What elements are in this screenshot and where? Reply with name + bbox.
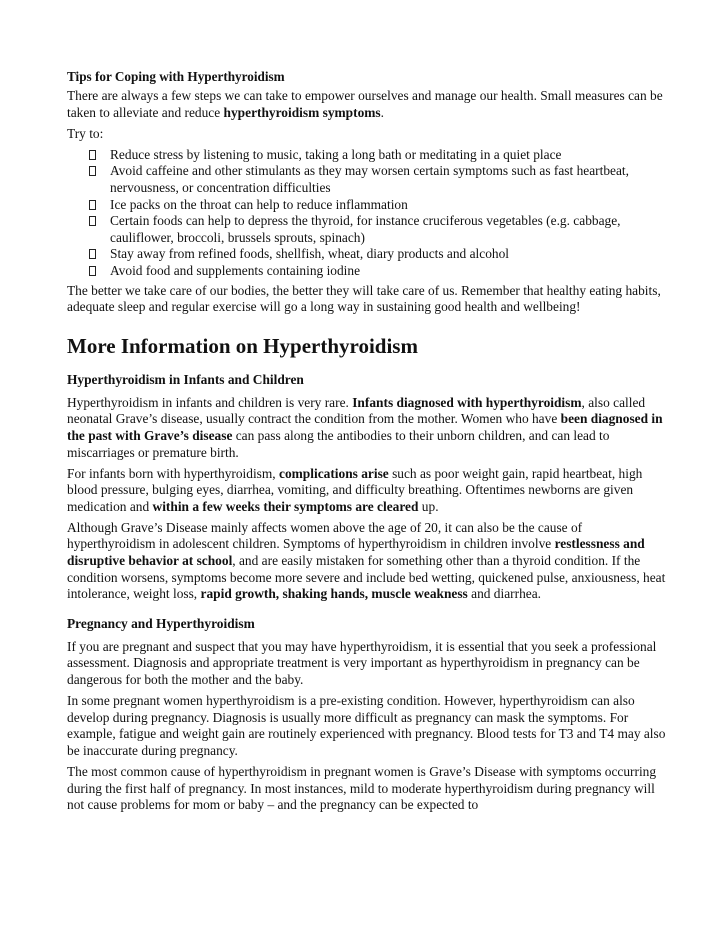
- text-run: such as poor weight gain, rapid heartbeat, high blood pressure, bulging eyes, diarrhea, vomiting, and difficulty breathing. Oftentimes newborns are given medication and: [67, 465, 643, 514]
- tips-list-item: [89, 197, 667, 214]
- pregnancy-paragraph-3: The most common cause of hyperthyroidism in pregnant women is Grave’s Disease with symptoms occurring during the first half of pregnancy. In most instances, mild to moderate hyperthyroidism during pregnancy will not cause problems for mom or baby – and the pregnancy can be expected to: [67, 764, 657, 813]
- tips-list-item: [89, 263, 667, 280]
- tips-item-text: Stay away from refined foods, shellfish, wheat, diary products and alcohol: [110, 246, 510, 262]
- text-run: , also called neonatal Grave’s disease, usually contract the condition from the mother. Women who have: [67, 394, 646, 427]
- tips-closing: The better we take care of our bodies, the better they will take care of us. Remember that healthy eating habits, adequate sleep and regular exercise will go a long way in sustaining good health and wellbeing!: [67, 282, 661, 315]
- bullet-box-icon: [89, 150, 96, 160]
- more-info-heading: More Information on Hyperthyroidism: [67, 333, 418, 358]
- emphasis-run: Infants diagnosed with hyperthyroidism: [352, 394, 582, 410]
- infants-paragraph-1: [67, 395, 667, 461]
- tips-item-text: Certain foods can help to depress the thyroid, for instance cruciferous vegetables (e.g. cabbage, cauliflower, broccoli, brussels sprouts, spinach): [110, 213, 621, 245]
- tips-list-item: [89, 213, 667, 246]
- emphasis-run: complications arise: [279, 465, 389, 481]
- text-run: can pass along the antibodies to their unborn children, and can lead to miscarriages or premature birth.: [67, 427, 610, 460]
- bullet-box-icon: [89, 266, 96, 276]
- tips-list-item: [89, 246, 667, 263]
- document-page: [67, 62, 667, 818]
- tips-list-item: [89, 163, 667, 196]
- emphasis-run: rapid growth, shaking hands, muscle weakness: [200, 586, 468, 602]
- tips-item-text: Reduce stress by listening to music, taking a long bath or meditating in a quiet place: [110, 146, 562, 162]
- tips-intro-emphasis: hyperthyroidism symptoms: [223, 104, 381, 120]
- text-run: and diarrhea.: [467, 586, 542, 602]
- bullet-box-icon: [89, 249, 96, 259]
- text-run: Although Grave’s Disease mainly affects women above the age of 20, it can also be the cause of hyperthyroidism in adolescent children. Symptoms of hyperthyroidism in children involve: [67, 519, 583, 552]
- pregnancy-paragraph-2: In some pregnant women hyperthyroidism is a pre-existing condition. However, hyperthyroidism can also develop during pregnancy. Diagnosis is usually more difficult as pregnancy can mask the symptoms. For example, fatigue and weight gain are routinely experienced with pregnancy. Blood tests for T3 and T4 may also be inaccurate during pregnancy.: [67, 693, 666, 758]
- text-run: Hyperthyroidism in infants and children is very rare.: [67, 394, 353, 410]
- tips-intro-end: .: [380, 104, 384, 120]
- emphasis-run: restlessness and disruptive behavior at school: [67, 536, 645, 569]
- tips-list-item: [89, 147, 667, 164]
- pregnancy-paragraph-1: If you are pregnant and suspect that you may have hyperthyroidism, it is essential that you seek a professional assessment. Diagnosis and appropriate treatment is very important as hyperthyroidism in pregnancy can be dangerous for both the mother and the baby.: [67, 638, 657, 688]
- tips-item-text: Avoid caffeine and other stimulants as they may worsen certain symptoms such as fast heartbeat, nervousness, or concentration difficulties: [110, 163, 629, 195]
- text-run: For infants born with hyperthyroidism,: [67, 465, 280, 481]
- text-run: , and are easily mistaken for something other than a thyroid condition. If the condition worsens, symptoms become more severe and include bed wetting, quickened pulse, anxiousness, heat intolerance, weight loss,: [67, 553, 666, 602]
- bullet-box-icon: [89, 166, 96, 176]
- tips-intro-text: There are always a few steps we can take to empower ourselves and manage our health. Small measures can be taken to alleviate and reduce: [67, 88, 663, 120]
- tips-intro: [67, 88, 667, 121]
- try-to-label: Try to:: [67, 125, 104, 141]
- tips-title: Tips for Coping with Hyperthyroidism: [67, 69, 285, 84]
- emphasis-run: within a few weeks their symptoms are cleared: [152, 498, 419, 514]
- tips-item-text: Ice packs on the throat can help to reduce inflammation: [110, 196, 408, 212]
- emphasis-run: been diagnosed in the past with Grave’s disease: [67, 411, 663, 443]
- tips-item-text: Avoid food and supplements containing iodine: [110, 262, 361, 278]
- pregnancy-heading: Pregnancy and Hyperthyroidism: [67, 615, 255, 631]
- infants-heading: Hyperthyroidism in Infants and Children: [67, 371, 304, 387]
- infants-paragraph-2: [67, 466, 667, 516]
- text-run: up.: [418, 498, 439, 514]
- tips-list: [67, 147, 667, 280]
- infants-paragraph-3: [67, 520, 667, 603]
- bullet-box-icon: [89, 200, 96, 210]
- bullet-box-icon: [89, 216, 96, 226]
